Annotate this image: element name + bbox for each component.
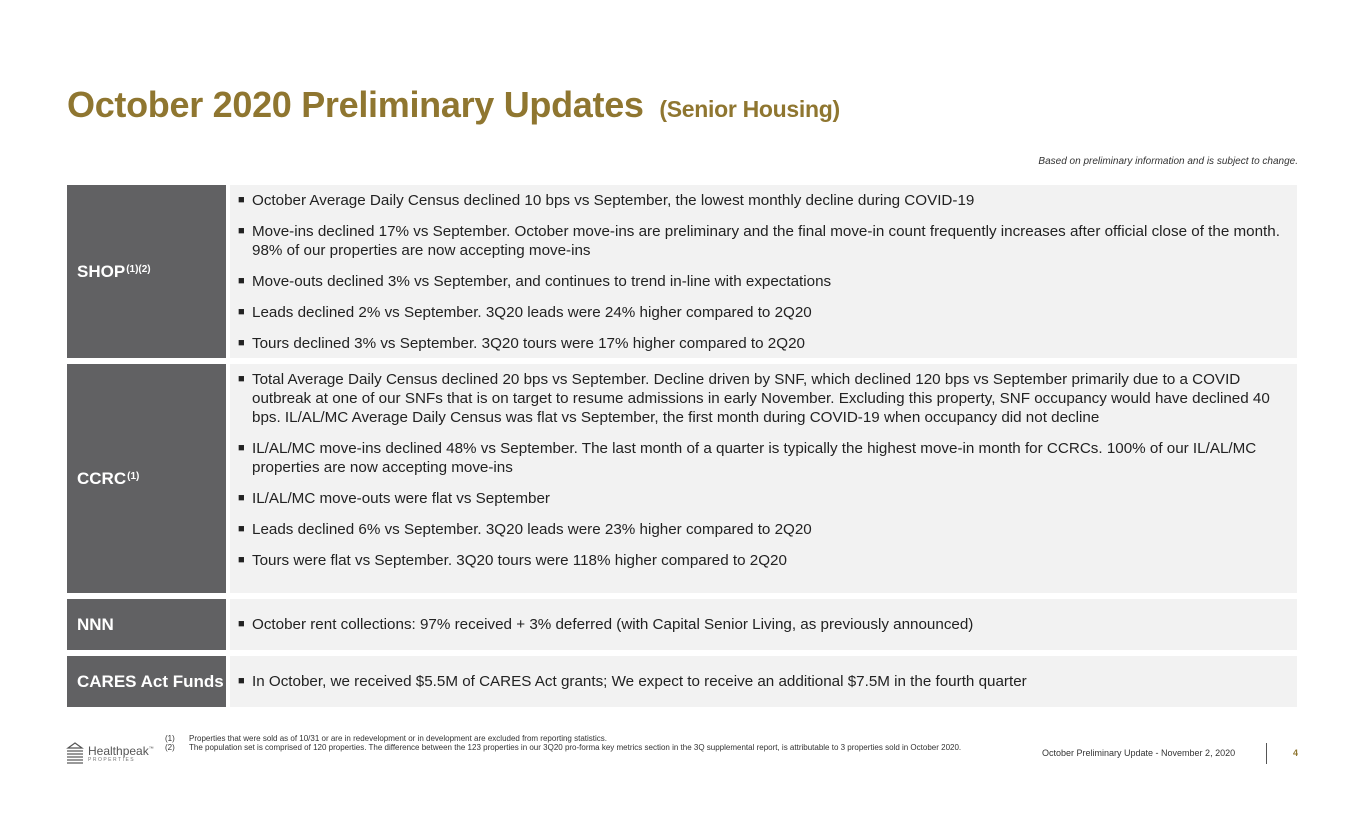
bullet-item — [238, 334, 1289, 353]
bullet-icon: ■ — [238, 554, 245, 566]
bullet-item — [238, 439, 1289, 477]
bullet-text: IL/AL/MC move-outs were flat vs September — [252, 490, 550, 507]
bullet-item — [238, 520, 1289, 539]
bullet-text: Move-outs declined 3% vs September, and continues to trend in-line with expectations — [252, 273, 832, 290]
bullet-text: Tours declined 3% vs September. 3Q20 tours were 17% higher compared to 2Q20 — [252, 335, 805, 352]
footnote-text: Properties that were sold as of 10/31 or are in redevelopment or in development are excluded from reporting statistics. — [189, 734, 607, 743]
footer-date: October Preliminary Update - November 2, 2020 — [1042, 748, 1236, 758]
bullet-text: Leads declined 2% vs September. 3Q20 leads were 24% higher compared to 2Q20 — [252, 304, 812, 321]
bullet-item — [238, 303, 1289, 322]
logo-text — [88, 743, 154, 763]
bullet-icon: ■ — [238, 442, 245, 454]
bullet-icon: ■ — [238, 492, 245, 504]
bullet-item — [238, 615, 973, 634]
page-title-sub: (Senior Housing) — [659, 96, 840, 122]
bullet-icon: ■ — [238, 194, 245, 206]
row-shop — [67, 185, 1297, 358]
page-number: 4 — [1293, 748, 1299, 758]
bullet-icon: ■ — [238, 523, 245, 535]
logo-name: Healthpeak™ — [88, 744, 154, 758]
bullet-text: Leads declined 6% vs September. 3Q20 leads were 23% higher compared to 2Q20 — [252, 521, 812, 538]
footnote-number: (1) — [165, 734, 175, 743]
page-title — [67, 84, 840, 126]
label-text: CCRC — [77, 468, 127, 488]
footnote-text: The population set is comprised of 120 properties. The difference between the 123 properties in our 3Q20 pro-forma key metrics section in the 3Q supplemental report, is attributable to 3 properties sold in October 2020. — [189, 743, 962, 752]
bullet-icon: ■ — [238, 618, 245, 630]
bullet-text: Tours were flat vs September. 3Q20 tours were 118% higher compared to 2Q20 — [252, 552, 787, 569]
bullet-icon: ■ — [238, 275, 245, 287]
footnotes — [165, 734, 1045, 752]
row-nnn — [67, 599, 1297, 650]
building-icon — [66, 742, 84, 764]
row-label-ccrc — [67, 364, 226, 593]
bullet-text: October Average Daily Census declined 10 bps vs September, the lowest monthly decline during COVID-19 — [252, 192, 975, 209]
bullet-text: Move-ins declined 17% vs September. October move-ins are preliminary and the final move-in count frequently increases after official close of the month. 98% of our properties are now accepting move-ins — [252, 223, 1280, 259]
bullet-text: IL/AL/MC move-ins declined 48% vs September. The last month of a quarter is typically the highest move-in month for CCRCs. 100% of our IL/AL/MC properties are now accepting move-ins — [252, 440, 1257, 476]
logo-tagline: PROPERTIES — [88, 757, 136, 763]
label-sup: (1) — [127, 470, 140, 482]
footnote — [165, 734, 1045, 743]
bullet-icon: ■ — [238, 373, 245, 385]
bullet-icon: ■ — [238, 337, 245, 349]
bullet-text: In October, we received $5.5M of CARES Act grants; We expect to receive an additional $7.5M in the fourth quarter — [252, 673, 1027, 690]
bullet-text: October rent collections: 97% received + 3% deferred (with Capital Senior Living, as previously announced) — [252, 616, 974, 633]
bullet-icon: ■ — [238, 675, 245, 687]
row-label-shop — [67, 185, 226, 358]
bullet-item — [238, 672, 1027, 691]
row-label-cares — [67, 656, 226, 707]
bullet-icon: ■ — [238, 225, 245, 237]
page-title-main: October 2020 Preliminary Updates — [67, 84, 644, 125]
row-content-shop — [230, 185, 1297, 358]
bullet-item — [238, 272, 1289, 291]
bullet-text: Total Average Daily Census declined 20 bps vs September. Decline driven by SNF, which declined 120 bps vs September primarily due to a COVID outbreak at one of our SNFs that is on target to resume admissions in early November. Excluding this property, SNF occupancy would have declined 40 bps. IL/AL/MC Average Daily Census was flat vs September, the first month during COVID-19 when occupancy did not decline — [252, 371, 1270, 426]
label-text: SHOP — [77, 261, 126, 281]
label-text: CARES Act Funds — [77, 671, 224, 691]
healthpeak-logo — [66, 742, 154, 764]
bullet-icon: ■ — [238, 306, 245, 318]
footnote — [165, 743, 1045, 752]
row-ccrc — [67, 364, 1297, 593]
footnote-number: (2) — [165, 743, 175, 752]
row-content-nnn — [230, 599, 1297, 650]
label-sup: (1)(2) — [126, 263, 151, 275]
updates-table — [67, 185, 1297, 713]
bullet-item — [238, 222, 1289, 260]
row-label-nnn — [67, 599, 226, 650]
bullet-item — [238, 551, 1289, 570]
bullet-item — [238, 370, 1289, 427]
bullet-item — [238, 489, 1289, 508]
row-content-ccrc — [230, 364, 1297, 593]
footer-divider — [1266, 743, 1267, 764]
disclaimer-note: Based on preliminary information and is subject to change. — [1038, 156, 1298, 167]
label-text: NNN — [77, 614, 114, 634]
bullet-item — [238, 191, 1289, 210]
row-cares — [67, 656, 1297, 707]
row-content-cares — [230, 656, 1297, 707]
